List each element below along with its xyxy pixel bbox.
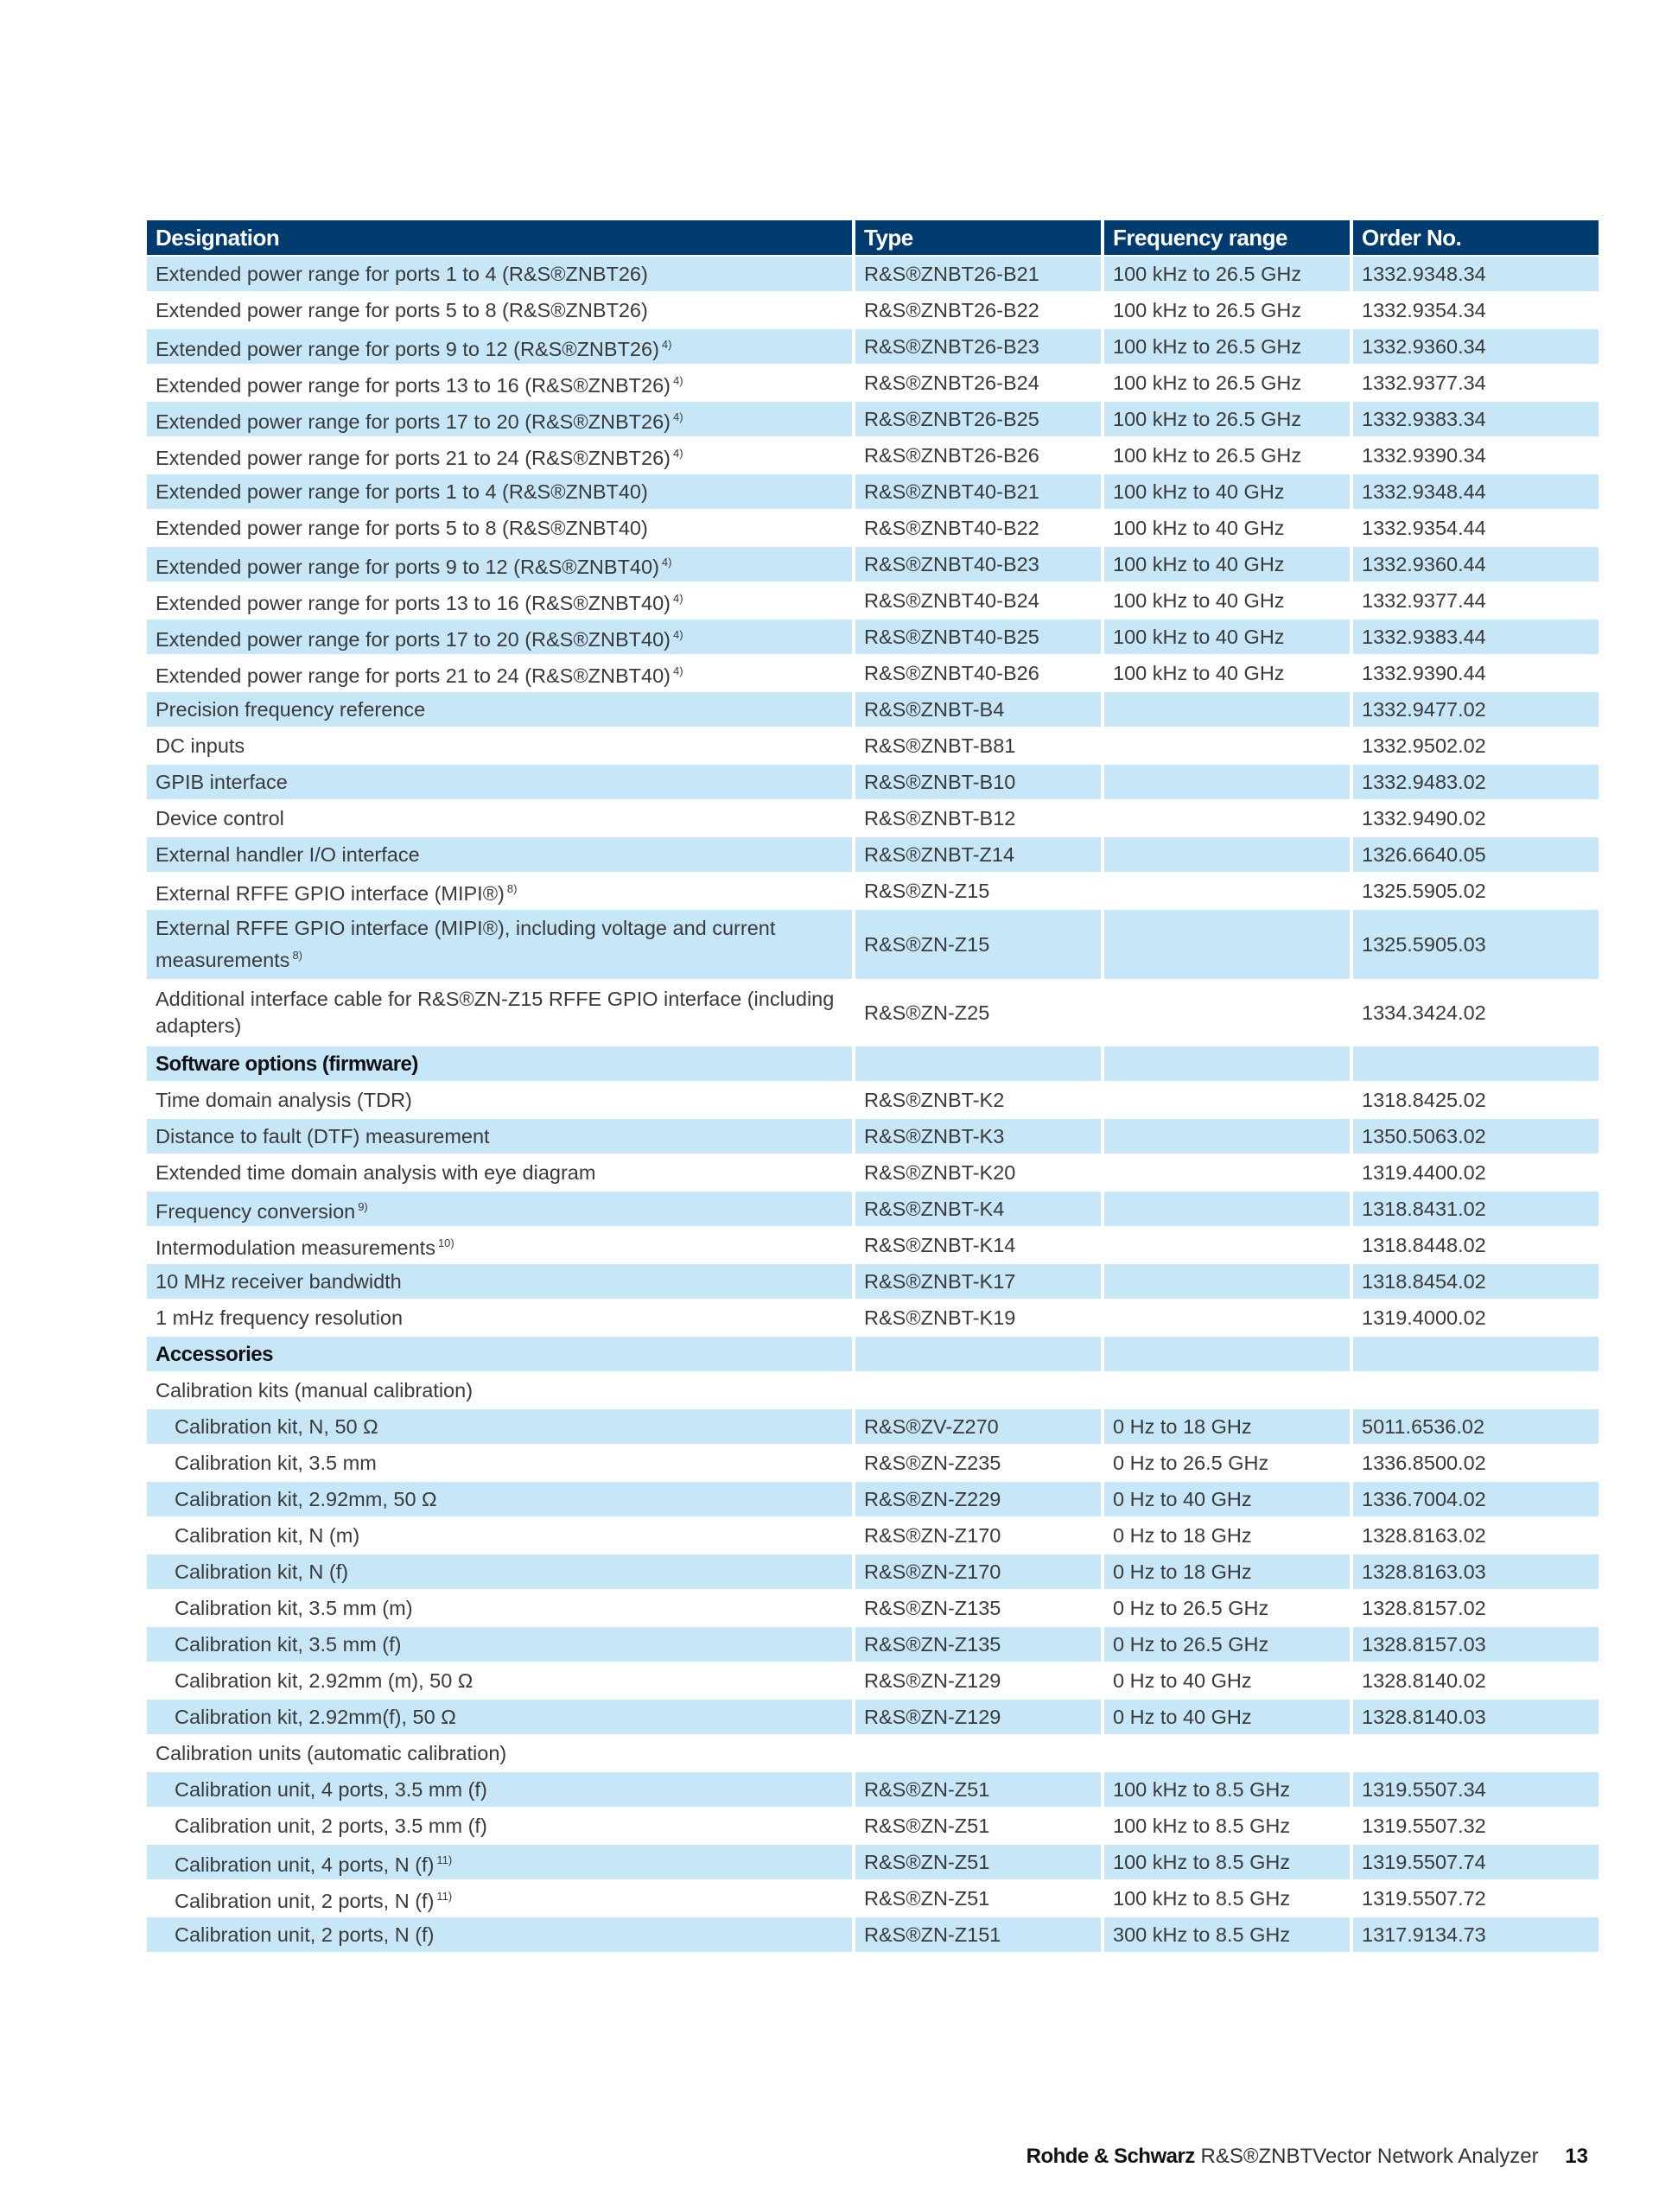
frequency-cell: 0 Hz to 18 GHz — [1104, 1518, 1353, 1553]
order-no-cell: 1332.9477.02 — [1362, 697, 1486, 721]
order-no-cell: 1317.9134.73 — [1362, 1923, 1486, 1946]
designation-text: Extended power range for ports 5 to 8 (R&S®ZNBT26) — [156, 298, 648, 321]
designation-text: Calibration kit, 2.92mm, 50 Ω — [175, 1487, 437, 1510]
order-no-cell: 1319.5507.32 — [1362, 1814, 1486, 1837]
type-cell: R&S®ZNBT-K2 — [855, 1083, 1104, 1117]
table-row — [147, 981, 1599, 1046]
designation-text: Extended power range for ports 1 to 4 (R&S®ZNBT40) — [156, 480, 648, 503]
frequency-cell: 100 kHz to 26.5 GHz — [1104, 402, 1353, 436]
designation-text: Calibration unit, 2 ports, N (f) — [175, 1889, 435, 1912]
header-frequency-range: Frequency range — [1104, 220, 1353, 255]
footnote-ref: 4) — [672, 446, 683, 460]
type-cell: R&S®ZNBT-K3 — [855, 1119, 1104, 1154]
type-cell: R&S®ZNBT26-B22 — [855, 293, 1104, 327]
designation-cell — [147, 874, 855, 908]
type-cell: R&S®ZNBT-B4 — [855, 692, 1104, 727]
designation-cell — [147, 765, 855, 799]
order-no-cell: 1332.9348.44 — [1362, 480, 1486, 503]
type-cell — [855, 1337, 1104, 1371]
type-cell: R&S®ZNBT26-B23 — [855, 329, 1104, 364]
designation-cell — [147, 1337, 855, 1371]
designation-text: Calibration kit, 3.5 mm (m) — [175, 1596, 413, 1619]
frequency-cell — [1104, 874, 1353, 908]
order-no-cell: 1328.8157.02 — [1362, 1596, 1486, 1619]
type-cell: R&S®ZNBT-B81 — [855, 728, 1104, 763]
designation-text: External handler I/O interface — [156, 842, 420, 866]
table-row — [147, 1700, 1599, 1736]
frequency-cell — [1104, 1083, 1353, 1117]
order-no-cell: 1318.8454.02 — [1362, 1269, 1486, 1293]
designation-text: 10 MHz receiver bandwidth — [156, 1269, 402, 1293]
designation-text: External RFFE GPIO interface (MIPI®) — [156, 881, 505, 905]
order-no-cell: 1318.8448.02 — [1362, 1233, 1486, 1256]
frequency-cell — [1104, 765, 1353, 799]
order-no-cell: 1336.8500.02 — [1362, 1451, 1486, 1474]
designation-cell — [147, 1881, 855, 1916]
order-no-cell: 1325.5905.02 — [1362, 879, 1486, 902]
table-row — [147, 1663, 1599, 1700]
type-cell: R&S®ZN-Z170 — [855, 1554, 1104, 1589]
frequency-cell: 100 kHz to 40 GHz — [1104, 547, 1353, 582]
designation-text: Frequency conversion — [156, 1199, 356, 1223]
type-cell: R&S®ZN-Z151 — [855, 1917, 1104, 1952]
designation-cell — [147, 365, 855, 400]
designation-cell — [147, 1228, 855, 1262]
table-header — [147, 220, 1599, 257]
header-type: Type — [855, 220, 1104, 255]
frequency-cell — [1104, 1119, 1353, 1154]
type-cell: R&S®ZN-Z51 — [855, 1881, 1104, 1916]
frequency-cell: 0 Hz to 40 GHz — [1104, 1700, 1353, 1734]
frequency-cell: 100 kHz to 40 GHz — [1104, 583, 1353, 618]
designation-text: Extended power range for ports 1 to 4 (R&S®ZNBT26) — [156, 262, 648, 285]
order-no-cell: 1332.9348.34 — [1362, 262, 1486, 285]
designation-text: External RFFE GPIO interface (MIPI®), including voltage and current measurements — [156, 917, 776, 971]
designation-cell — [147, 1518, 855, 1553]
frequency-cell: 0 Hz to 18 GHz — [1104, 1409, 1353, 1444]
type-cell: R&S®ZNBT-B12 — [855, 801, 1104, 836]
designation-cell — [147, 620, 855, 654]
type-cell — [855, 1736, 1104, 1770]
footnote-ref: 4) — [672, 591, 683, 605]
table-row — [147, 765, 1599, 801]
designation-cell — [147, 1772, 855, 1807]
table-row — [147, 402, 1599, 438]
frequency-cell — [1104, 837, 1353, 872]
designation-cell — [147, 1700, 855, 1734]
designation-cell — [147, 1917, 855, 1952]
type-cell: R&S®ZN-Z135 — [855, 1627, 1104, 1662]
order-no-cell: 1328.8140.02 — [1362, 1669, 1486, 1692]
order-no-cell: 1332.9354.44 — [1362, 516, 1486, 539]
order-no-cell — [1353, 1337, 1599, 1371]
designation-cell — [147, 1627, 855, 1662]
table-row — [147, 293, 1599, 329]
frequency-cell: 100 kHz to 26.5 GHz — [1104, 329, 1353, 364]
table-row — [147, 1917, 1599, 1954]
designation-cell — [147, 511, 855, 545]
designation-cell — [147, 1300, 855, 1335]
page-number: 13 — [1565, 2145, 1588, 2168]
order-no-cell: 1318.8431.02 — [1362, 1197, 1486, 1220]
type-cell: R&S®ZNBT-K4 — [855, 1192, 1104, 1226]
footer-product: R&S®ZNBTVector Network Analyzer — [1200, 2145, 1539, 2168]
designation-cell — [147, 801, 855, 836]
designation-text: Extended power range for ports 21 to 24 (R&S®ZNBT26) — [156, 446, 671, 469]
order-no-cell: 1319.4400.02 — [1362, 1160, 1486, 1184]
table-row — [147, 257, 1599, 293]
designation-text: Calibration units (automatic calibration) — [156, 1741, 507, 1764]
type-cell: R&S®ZNBT-Z14 — [855, 837, 1104, 872]
type-cell — [855, 1373, 1104, 1408]
table-row — [147, 583, 1599, 620]
designation-text: Extended power range for ports 9 to 12 (R&S®ZNBT40) — [156, 555, 659, 578]
table-row — [147, 1228, 1599, 1264]
table-row — [147, 474, 1599, 511]
designation-cell — [147, 1482, 855, 1516]
designation-text: Calibration kit, N, 50 Ω — [175, 1414, 378, 1438]
frequency-cell — [1104, 692, 1353, 727]
table-row — [147, 874, 1599, 910]
designation-text: Time domain analysis (TDR) — [156, 1088, 412, 1111]
subgroup-row — [147, 1736, 1599, 1772]
type-cell: R&S®ZN-Z51 — [855, 1772, 1104, 1807]
type-cell: R&S®ZNBT-K19 — [855, 1300, 1104, 1335]
table-row — [147, 728, 1599, 765]
designation-cell — [147, 1808, 855, 1843]
designation-text: Extended power range for ports 17 to 20 (R&S®ZNBT40) — [156, 627, 671, 651]
order-no-cell: 1332.9390.34 — [1362, 443, 1486, 467]
footnote-ref: 11) — [436, 1853, 453, 1866]
type-cell: R&S®ZNBT40-B21 — [855, 474, 1104, 509]
type-cell: R&S®ZNBT-K20 — [855, 1155, 1104, 1190]
designation-cell — [147, 1155, 855, 1190]
order-no-cell: 1350.5063.02 — [1362, 1124, 1486, 1147]
frequency-cell — [1104, 801, 1353, 836]
table-row — [147, 1155, 1599, 1192]
section-header-row — [147, 1337, 1599, 1373]
designation-cell — [147, 1083, 855, 1117]
type-cell: R&S®ZNBT40-B26 — [855, 656, 1104, 690]
order-no-cell: 1319.4000.02 — [1362, 1306, 1486, 1329]
designation-cell — [147, 293, 855, 327]
designation-cell — [147, 1264, 855, 1299]
header-order-no: Order No. — [1362, 224, 1462, 251]
table-row — [147, 1772, 1599, 1808]
designation-text: Device control — [156, 806, 284, 830]
type-cell: R&S®ZN-Z51 — [855, 1845, 1104, 1879]
footnote-ref: 9) — [358, 1199, 368, 1213]
order-no-cell: 1326.6640.05 — [1362, 842, 1486, 866]
page-footer — [1027, 2145, 1588, 2169]
order-no-cell: 1332.9354.34 — [1362, 298, 1486, 321]
order-no-cell: 1332.9360.34 — [1362, 334, 1486, 358]
frequency-cell — [1104, 910, 1353, 979]
designation-cell — [147, 981, 855, 1045]
type-cell: R&S®ZNBT-B10 — [855, 765, 1104, 799]
type-cell: R&S®ZV-Z270 — [855, 1409, 1104, 1444]
designation-text: Extended power range for ports 9 to 12 (R&S®ZNBT26) — [156, 337, 659, 360]
designation-cell — [147, 656, 855, 690]
subgroup-row — [147, 1373, 1599, 1409]
options-table — [147, 220, 1599, 1954]
type-cell: R&S®ZNBT26-B26 — [855, 438, 1104, 473]
table-row — [147, 1300, 1599, 1337]
designation-cell — [147, 402, 855, 436]
designation-cell — [147, 692, 855, 727]
table-row — [147, 656, 1599, 692]
designation-cell — [147, 1119, 855, 1154]
order-no-cell: 1332.9502.02 — [1362, 734, 1486, 757]
table-row — [147, 1083, 1599, 1119]
table-row — [147, 1554, 1599, 1591]
designation-cell — [147, 837, 855, 872]
table-row — [147, 1591, 1599, 1627]
table-row — [147, 1518, 1599, 1554]
table-row — [147, 1627, 1599, 1663]
footnote-ref: 8) — [292, 949, 302, 962]
type-cell: R&S®ZN-Z51 — [855, 1808, 1104, 1843]
designation-text: Extended power range for ports 5 to 8 (R&S®ZNBT40) — [156, 516, 648, 539]
table-row — [147, 511, 1599, 547]
frequency-cell: 100 kHz to 8.5 GHz — [1104, 1881, 1353, 1916]
type-cell: R&S®ZN-Z25 — [855, 981, 1104, 1045]
table-row — [147, 1808, 1599, 1845]
table-row — [147, 620, 1599, 656]
frequency-cell — [1104, 1192, 1353, 1226]
type-cell: R&S®ZN-Z129 — [855, 1700, 1104, 1734]
table-row — [147, 837, 1599, 874]
frequency-cell: 0 Hz to 18 GHz — [1104, 1554, 1353, 1589]
designation-text: Extended time domain analysis with eye diagram — [156, 1160, 596, 1184]
type-cell: R&S®ZNBT40-B22 — [855, 511, 1104, 545]
frequency-cell — [1104, 1300, 1353, 1335]
order-no-cell: 1332.9360.44 — [1362, 552, 1486, 575]
type-cell: R&S®ZNBT-K14 — [855, 1228, 1104, 1262]
frequency-cell: 100 kHz to 8.5 GHz — [1104, 1772, 1353, 1807]
order-no-cell: 1332.9483.02 — [1362, 770, 1486, 793]
designation-text: Calibration kit, N (f) — [175, 1560, 349, 1583]
designation-text: Calibration kits (manual calibration) — [156, 1378, 474, 1402]
frequency-cell — [1104, 981, 1353, 1045]
footnote-ref: 4) — [672, 627, 683, 641]
designation-cell — [147, 1373, 855, 1408]
footnote-ref: 4) — [661, 555, 672, 569]
designation-text: Precision frequency reference — [156, 697, 426, 721]
order-no-cell: 1319.5507.34 — [1362, 1777, 1486, 1801]
designation-text: Calibration kit, 2.92mm (m), 50 Ω — [175, 1669, 474, 1692]
frequency-cell — [1104, 1228, 1353, 1262]
designation-cell — [147, 438, 855, 473]
designation-text: Additional interface cable for R&S®ZN-Z15 RFFE GPIO interface (including adapters) — [156, 988, 835, 1037]
order-no-cell: 1332.9383.44 — [1362, 625, 1486, 648]
type-cell — [855, 1046, 1104, 1081]
frequency-cell: 100 kHz to 40 GHz — [1104, 620, 1353, 654]
section-header-row — [147, 1046, 1599, 1083]
designation-cell — [147, 1446, 855, 1480]
designation-cell — [147, 728, 855, 763]
frequency-cell — [1104, 1337, 1353, 1371]
designation-text: Extended power range for ports 21 to 24 (R&S®ZNBT40) — [156, 664, 671, 687]
type-cell: R&S®ZNBT40-B25 — [855, 620, 1104, 654]
designation-text: DC inputs — [156, 734, 245, 757]
frequency-cell — [1104, 1373, 1353, 1408]
designation-text: Distance to fault (DTF) measurement — [156, 1124, 490, 1147]
order-no-cell: 1319.5507.74 — [1362, 1850, 1486, 1873]
frequency-cell: 100 kHz to 26.5 GHz — [1104, 438, 1353, 473]
order-no-cell: 1332.9390.44 — [1362, 661, 1486, 684]
table-body — [147, 257, 1599, 1954]
table-row — [147, 1409, 1599, 1446]
footer-brand: Rohde & Schwarz — [1026, 2145, 1195, 2168]
frequency-cell — [1104, 1264, 1353, 1299]
footnote-ref: 8) — [506, 881, 518, 895]
designation-cell — [147, 910, 855, 979]
frequency-cell: 300 kHz to 8.5 GHz — [1104, 1917, 1353, 1952]
designation-cell — [147, 1736, 855, 1770]
designation-text: Calibration kit, N (m) — [175, 1523, 360, 1547]
designation-text: Intermodulation measurements — [156, 1236, 435, 1259]
designation-text: Calibration kit, 3.5 mm — [175, 1451, 377, 1474]
designation-cell — [147, 474, 855, 509]
order-no-cell: 5011.6536.02 — [1362, 1414, 1485, 1438]
order-no-cell: 1332.9377.44 — [1362, 588, 1486, 612]
frequency-cell — [1104, 1736, 1353, 1770]
order-no-cell: 1319.5507.72 — [1362, 1886, 1486, 1910]
order-no-cell: 1332.9377.34 — [1362, 371, 1486, 394]
type-cell: R&S®ZN-Z235 — [855, 1446, 1104, 1480]
order-no-cell: 1334.3424.02 — [1362, 1001, 1486, 1024]
frequency-cell — [1104, 1155, 1353, 1190]
order-no-cell: 1328.8163.03 — [1362, 1560, 1486, 1583]
frequency-cell: 100 kHz to 8.5 GHz — [1104, 1845, 1353, 1879]
frequency-cell: 100 kHz to 40 GHz — [1104, 656, 1353, 690]
designation-text: Extended power range for ports 13 to 16 (R&S®ZNBT40) — [156, 591, 671, 614]
type-cell: R&S®ZN-Z15 — [855, 910, 1104, 979]
frequency-cell: 100 kHz to 26.5 GHz — [1104, 293, 1353, 327]
type-cell: R&S®ZNBT26-B25 — [855, 402, 1104, 436]
designation-cell — [147, 257, 855, 291]
type-cell: R&S®ZNBT40-B24 — [855, 583, 1104, 618]
type-cell: R&S®ZN-Z229 — [855, 1482, 1104, 1516]
type-cell: R&S®ZNBT26-B21 — [855, 257, 1104, 291]
footnote-ref: 4) — [672, 410, 683, 423]
frequency-cell: 100 kHz to 40 GHz — [1104, 511, 1353, 545]
frequency-cell — [1104, 728, 1353, 763]
designation-text: Calibration unit, 4 ports, N (f) — [175, 1853, 435, 1876]
table-row — [147, 1446, 1599, 1482]
designation-text: Calibration unit, 4 ports, 3.5 mm (f) — [175, 1777, 487, 1801]
table-row — [147, 438, 1599, 474]
frequency-cell: 100 kHz to 40 GHz — [1104, 474, 1353, 509]
designation-text: 1 mHz frequency resolution — [156, 1306, 404, 1329]
designation-cell — [147, 1409, 855, 1444]
frequency-cell: 100 kHz to 8.5 GHz — [1104, 1808, 1353, 1843]
designation-text: Calibration unit, 2 ports, 3.5 mm (f) — [175, 1814, 487, 1837]
type-cell: R&S®ZNBT40-B23 — [855, 547, 1104, 582]
table-row — [147, 1119, 1599, 1155]
designation-cell — [147, 1663, 855, 1698]
header-designation: Designation — [147, 220, 855, 255]
frequency-cell — [1104, 1046, 1353, 1081]
frequency-cell: 0 Hz to 26.5 GHz — [1104, 1591, 1353, 1625]
order-no-cell: 1328.8163.02 — [1362, 1523, 1486, 1547]
order-no-cell: 1328.8157.03 — [1362, 1632, 1486, 1656]
designation-text: Calibration kit, 3.5 mm (f) — [175, 1632, 402, 1656]
designation-cell — [147, 583, 855, 618]
footnote-ref: 10) — [437, 1236, 454, 1249]
type-cell: R&S®ZN-Z135 — [855, 1591, 1104, 1625]
table-row — [147, 1482, 1599, 1518]
designation-text: Calibration kit, 2.92mm(f), 50 Ω — [175, 1705, 456, 1728]
table-row — [147, 692, 1599, 728]
order-no-cell: 1332.9383.34 — [1362, 407, 1486, 430]
designation-cell — [147, 1046, 855, 1081]
frequency-cell: 0 Hz to 26.5 GHz — [1104, 1627, 1353, 1662]
frequency-cell: 100 kHz to 26.5 GHz — [1104, 365, 1353, 400]
footnote-ref: 4) — [661, 337, 672, 351]
footnote-ref: 4) — [672, 373, 683, 387]
order-no-cell: 1332.9490.02 — [1362, 806, 1486, 830]
frequency-cell: 0 Hz to 26.5 GHz — [1104, 1446, 1353, 1480]
type-cell: R&S®ZN-Z170 — [855, 1518, 1104, 1553]
type-cell: R&S®ZN-Z15 — [855, 874, 1104, 908]
type-cell: R&S®ZNBT-K17 — [855, 1264, 1104, 1299]
designation-text: Extended power range for ports 17 to 20 (R&S®ZNBT26) — [156, 410, 671, 433]
order-no-cell — [1353, 1736, 1599, 1770]
table-row — [147, 1264, 1599, 1300]
table-row — [147, 365, 1599, 402]
order-no-cell: 1318.8425.02 — [1362, 1088, 1486, 1111]
type-cell: R&S®ZN-Z129 — [855, 1663, 1104, 1698]
designation-cell — [147, 1845, 855, 1879]
designation-cell — [147, 1591, 855, 1625]
designation-cell — [147, 1192, 855, 1226]
order-no-cell — [1353, 1373, 1599, 1408]
designation-text: Software options (firmware) — [156, 1052, 418, 1076]
designation-text: Extended power range for ports 13 to 16 (R&S®ZNBT26) — [156, 373, 671, 397]
frequency-cell: 0 Hz to 40 GHz — [1104, 1482, 1353, 1516]
footnote-ref: 4) — [672, 664, 683, 677]
footnote-ref: 11) — [436, 1889, 453, 1903]
designation-text: Calibration unit, 2 ports, N (f) — [175, 1923, 435, 1946]
order-no-cell: 1336.7004.02 — [1362, 1487, 1486, 1510]
frequency-cell: 0 Hz to 40 GHz — [1104, 1663, 1353, 1698]
table-row — [147, 801, 1599, 837]
table-row — [147, 1881, 1599, 1917]
table-row — [147, 547, 1599, 583]
order-no-cell — [1353, 1046, 1599, 1081]
designation-cell — [147, 547, 855, 582]
table-row — [147, 1845, 1599, 1881]
frequency-cell: 100 kHz to 26.5 GHz — [1104, 257, 1353, 291]
type-cell: R&S®ZNBT26-B24 — [855, 365, 1104, 400]
table-row — [147, 329, 1599, 365]
table-row — [147, 1192, 1599, 1228]
designation-text: Accessories — [156, 1342, 273, 1366]
designation-cell — [147, 1554, 855, 1589]
order-no-cell: 1325.5905.03 — [1362, 932, 1486, 956]
table-row — [147, 910, 1599, 981]
designation-cell — [147, 329, 855, 364]
designation-text: GPIB interface — [156, 770, 288, 793]
order-no-cell: 1328.8140.03 — [1362, 1705, 1486, 1728]
